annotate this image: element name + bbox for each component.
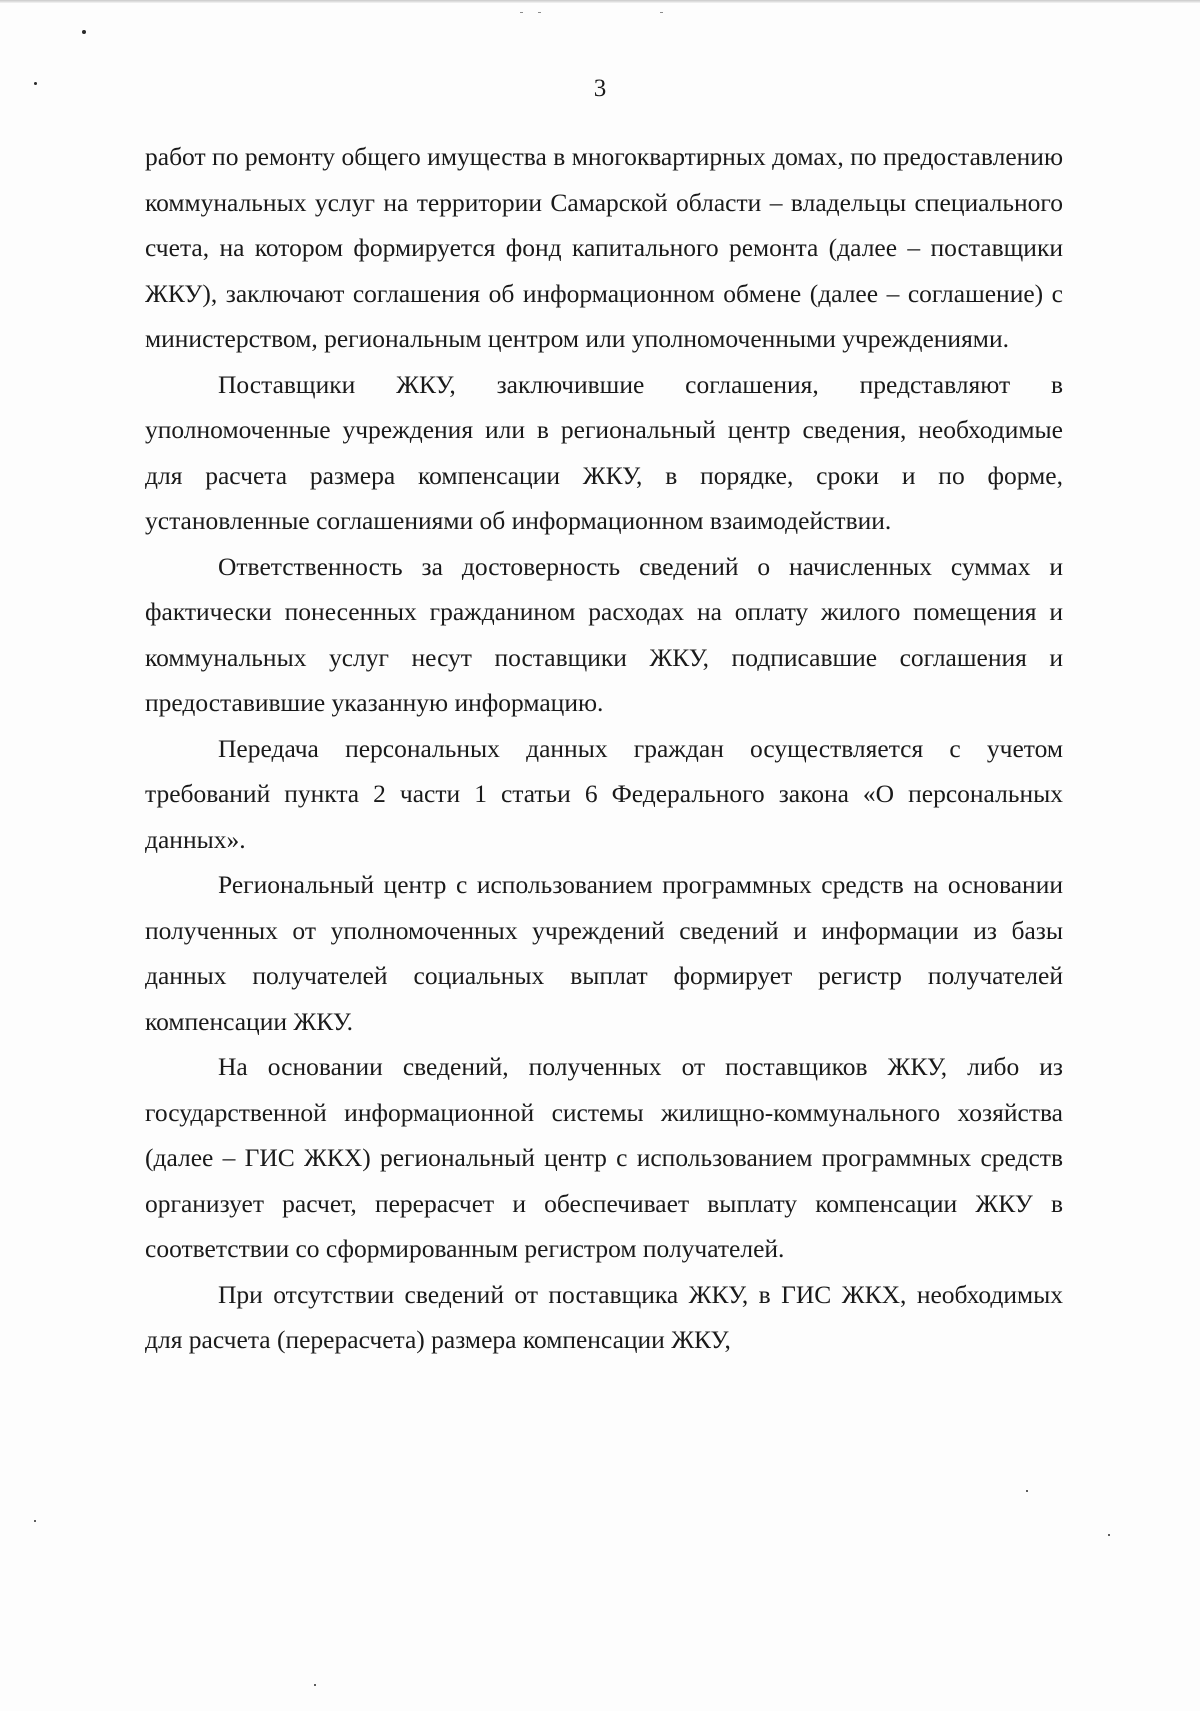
scan-speck [34,1520,36,1522]
scan-top-edge [0,0,1200,3]
scan-artifact [520,12,523,13]
body-text [145,134,1063,1363]
scan-speck [1108,1534,1110,1536]
paragraph: На основании сведений, полученных от поставщиков ЖКУ, либо из государственной информационной системы жилищно-коммунального хозяйства (далее – ГИС ЖКХ) региональный центр с использованием программных средств организует расчет, перерасчет и обеспечивает выплату компенсации ЖКУ в соответствии со сформированным регистром получателей. [145,1052,1063,1263]
paragraph: Региональный центр с использованием программных средств на основании полученных от уполномоченных учреждений сведений и информации из базы данных получателей социальных выплат формирует регистр получателей компенсации ЖКУ. [145,870,1063,1036]
scan-speck [314,1684,316,1686]
paragraph-continuation: работ по ремонту общего имущества в многоквартирных домах, по предоставлению коммунальных услуг на территории Самарской области – владельцы специального счета, на котором формируется фонд капитального ремонта (далее – поставщики ЖКУ), заключают соглашения об информационном обмене (далее – соглашение) с министерством, региональным центром или уполномоченными учреждениями. [145,142,1063,353]
page-number: 3 [593,75,607,102]
scan-speck [1026,1490,1028,1492]
paragraph: Ответственность за достоверность сведений о начисленных суммах и фактически понесенных гражданином расходах на оплату жилого помещения и коммунальных услуг несут поставщики ЖКУ, подписавшие соглашения и предоставившие указанную информацию. [145,551,1063,717]
scan-artifact [538,12,541,13]
scan-artifact [660,12,663,13]
paragraph: Передача персональных данных граждан осуществляется с учетом требований пункта 2 части 1 статьи 6 Федерального закона «О персональных данных». [145,733,1063,854]
scan-speck [82,30,86,34]
paragraph: Поставщики ЖКУ, заключившие соглашения, представляют в уполномоченные учреждения или в региональный центр сведения, необходимые для расчета размера компенсации ЖКУ, в порядке, сроки и по форме, установленные соглашениями об информационном взаимодействии. [145,369,1063,535]
paragraph: При отсутствии сведений от поставщика ЖКУ, в ГИС ЖКХ, необходимых для расчета (перерасчета) размера компенсации ЖКУ, [145,1279,1063,1354]
